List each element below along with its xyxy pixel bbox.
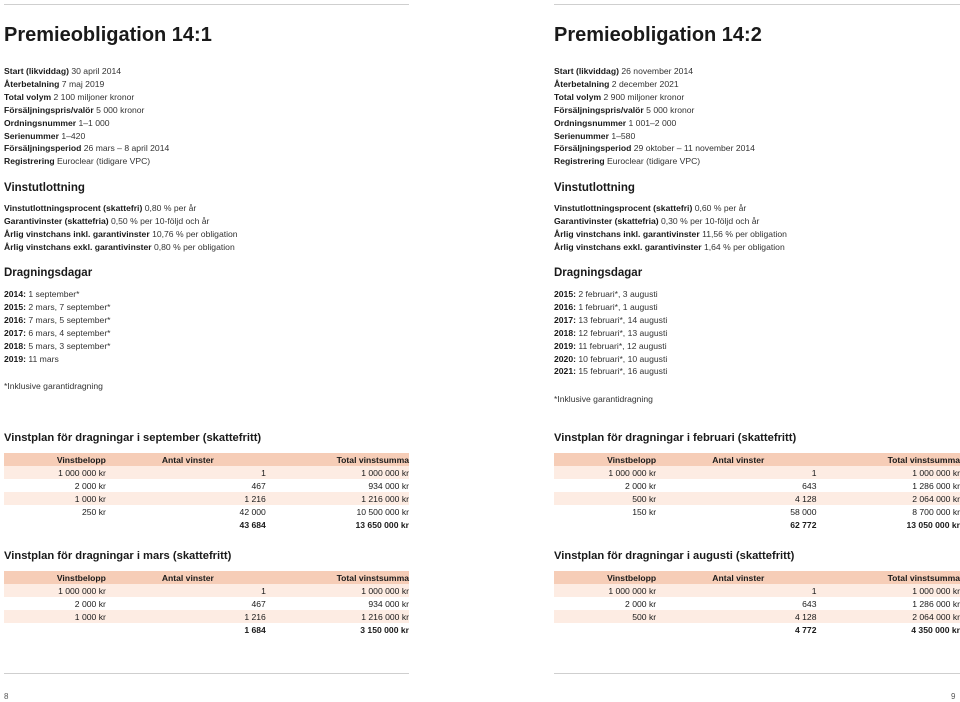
fact-value: 7 maj 2019 bbox=[61, 78, 105, 89]
fact-row bbox=[4, 155, 169, 168]
table-row bbox=[4, 610, 409, 623]
cell-belopp: 500 kr bbox=[554, 610, 656, 623]
prize-table-augusti bbox=[554, 571, 960, 636]
top-rule-left bbox=[4, 4, 409, 5]
drag-row bbox=[4, 340, 111, 353]
prize-table-september bbox=[4, 453, 409, 531]
cell-total: 1 286 000 kr bbox=[912, 480, 960, 491]
fact-label: Återbetalning bbox=[4, 78, 60, 89]
vinst-label: Garantivinster (skattefria) bbox=[554, 215, 659, 226]
cell-belopp: 1 000 000 kr bbox=[554, 584, 656, 597]
fact-label: Serienummer bbox=[554, 130, 609, 141]
right-drag-heading: Dragningsdagar bbox=[554, 267, 643, 279]
cell-antal: 58 000 bbox=[790, 506, 817, 517]
cell-belopp: 2 000 kr bbox=[625, 598, 657, 609]
vinst-label: Årlig vinstchans exkl. garantivinster bbox=[4, 241, 152, 252]
table-row bbox=[554, 492, 960, 505]
cell-antal: 42 000 bbox=[239, 506, 266, 517]
fact-row bbox=[4, 65, 169, 78]
bottom-rule-left bbox=[4, 673, 409, 674]
right-vinst-heading: Vinstutlottning bbox=[554, 182, 635, 194]
prize-table-mars bbox=[4, 571, 409, 636]
drag-year: 2021: bbox=[554, 366, 576, 377]
vinst-row bbox=[554, 215, 787, 228]
fact-label: Ordningsnummer bbox=[554, 117, 627, 128]
col-header-total: Total vinstsumma bbox=[821, 571, 960, 584]
cell-total: 1 000 000 kr bbox=[270, 466, 409, 479]
table-header-row bbox=[554, 453, 960, 466]
cell-antal: 1 bbox=[106, 466, 270, 479]
bottom-rule-right bbox=[554, 673, 960, 674]
fact-label: Försäljningsperiod bbox=[554, 143, 632, 154]
vinst-row bbox=[554, 228, 787, 241]
fact-value: 5 000 kronor bbox=[646, 104, 695, 115]
drag-dates: 2 februari*, 3 augusti bbox=[578, 289, 658, 299]
fact-row bbox=[4, 117, 169, 130]
col-header-antal: Antal vinster bbox=[106, 571, 270, 584]
fact-row bbox=[554, 155, 755, 168]
fact-value: 1–420 bbox=[61, 130, 86, 141]
drag-year: 2018: bbox=[4, 340, 26, 351]
drag-dates: 11 februari*, 12 augusti bbox=[578, 340, 667, 351]
table-row bbox=[4, 466, 409, 479]
vinst-row bbox=[554, 202, 787, 215]
vinst-value: 10,76 % per obligation bbox=[152, 228, 238, 239]
fact-label: Start (likviddag) bbox=[4, 66, 69, 76]
table-title-februari: Vinstplan för dragningar i februari (skattefritt) bbox=[554, 432, 797, 444]
fact-label: Total volym bbox=[554, 91, 602, 102]
fact-label: Start (likviddag) bbox=[554, 66, 619, 76]
cell-total: 1 216 000 kr bbox=[270, 492, 409, 505]
cell-total: 1 216 000 kr bbox=[270, 610, 409, 623]
table-title-september: Vinstplan för dragningar i september (skattefritt) bbox=[4, 432, 262, 444]
cell-total-belopp bbox=[554, 518, 656, 531]
fact-label: Registrering bbox=[554, 156, 605, 167]
cell-total: 8 700 000 kr bbox=[912, 506, 960, 517]
drag-year: 2017: bbox=[554, 314, 576, 325]
drag-year: 2014: bbox=[4, 289, 26, 299]
cell-belopp: 150 kr bbox=[632, 506, 657, 517]
table-row bbox=[554, 610, 960, 623]
vinst-value: 1,64 % per obligation bbox=[703, 241, 785, 252]
cell-antal: 467 bbox=[251, 598, 266, 609]
fact-value: 26 november 2014 bbox=[621, 66, 694, 76]
cell-total-summa: 13 050 000 kr bbox=[821, 518, 960, 531]
vinst-label: Årlig vinstchans inkl. garantivinster bbox=[554, 228, 700, 239]
drag-dates: 2 mars, 7 september* bbox=[28, 301, 111, 312]
left-footnote: *Inklusive garantidragning bbox=[4, 381, 103, 391]
cell-total: 934 000 kr bbox=[368, 480, 409, 491]
cell-total: 1 000 000 kr bbox=[270, 584, 409, 597]
drag-dates: 15 februari*, 16 augusti bbox=[578, 366, 668, 377]
fact-value: 1–580 bbox=[611, 130, 636, 141]
drag-row bbox=[4, 314, 111, 327]
fact-row bbox=[554, 142, 755, 155]
col-header-vinstbelopp: Vinstbelopp bbox=[4, 453, 106, 466]
fact-row bbox=[4, 130, 169, 143]
fact-value: 1 001–2 000 bbox=[628, 117, 677, 128]
drag-dates: 1 september* bbox=[28, 289, 80, 299]
drag-row bbox=[554, 327, 667, 340]
table-title-mars: Vinstplan för dragningar i mars (skattefritt) bbox=[4, 550, 232, 562]
drag-year: 2016: bbox=[554, 301, 576, 312]
drag-row bbox=[554, 340, 667, 353]
table-header-row bbox=[4, 453, 409, 466]
fact-value: Euroclear (tidigare VPC) bbox=[57, 156, 151, 167]
vinst-label: Årlig vinstchans inkl. garantivinster bbox=[4, 228, 150, 239]
drag-year: 2016: bbox=[4, 314, 26, 325]
vinst-row bbox=[554, 241, 787, 254]
cell-belopp: 250 kr bbox=[81, 506, 106, 517]
drag-row bbox=[554, 365, 667, 378]
cell-total-belopp bbox=[4, 623, 106, 636]
col-header-antal: Antal vinster bbox=[656, 571, 820, 584]
fact-label: Registrering bbox=[4, 156, 55, 167]
fact-value: 5 000 kronor bbox=[96, 104, 145, 115]
cell-antal: 4 128 bbox=[656, 610, 820, 623]
fact-label: Ordningsnummer bbox=[4, 117, 77, 128]
vinst-value: 0,50 % per 10-följd och år bbox=[110, 215, 210, 226]
fact-row bbox=[4, 104, 169, 117]
table-total-row bbox=[554, 623, 960, 636]
left-page-title: Premieobligation 14:1 bbox=[4, 24, 212, 46]
cell-total-antal: 1 684 bbox=[106, 623, 270, 636]
table-row bbox=[4, 584, 409, 597]
table-total-row bbox=[554, 518, 960, 531]
table-title-augusti: Vinstplan för dragningar i augusti (skattefritt) bbox=[554, 550, 795, 562]
table-header-row bbox=[4, 571, 409, 584]
vinst-row bbox=[4, 202, 238, 215]
cell-belopp: 2 000 kr bbox=[74, 480, 106, 491]
fact-label: Försäljningsperiod bbox=[4, 143, 82, 154]
fact-label: Försäljningspris/valör bbox=[4, 104, 94, 115]
cell-total: 1 286 000 kr bbox=[912, 598, 960, 609]
cell-total: 10 500 000 kr bbox=[356, 506, 409, 517]
table-total-row bbox=[4, 518, 409, 531]
drag-year: 2017: bbox=[4, 327, 26, 338]
col-header-total: Total vinstsumma bbox=[270, 571, 409, 584]
cell-total-summa: 3 150 000 kr bbox=[270, 623, 409, 636]
drag-row bbox=[554, 301, 667, 314]
cell-belopp: 1 000 000 kr bbox=[4, 584, 106, 597]
drag-row bbox=[4, 327, 111, 340]
vinst-label: Vinstutlottningsprocent (skattefri) bbox=[4, 203, 143, 213]
drag-year: 2019: bbox=[4, 353, 26, 364]
right-footnote: *Inklusive garantidragning bbox=[554, 394, 653, 404]
cell-belopp: 1 000 kr bbox=[4, 610, 106, 623]
drag-dates: 7 mars, 5 september* bbox=[28, 314, 111, 325]
cell-total: 1 000 000 kr bbox=[821, 466, 960, 479]
vinst-label: Årlig vinstchans exkl. garantivinster bbox=[554, 241, 702, 252]
fact-row bbox=[554, 117, 755, 130]
col-header-antal: Antal vinster bbox=[656, 453, 820, 466]
page-number-right: 9 bbox=[951, 692, 956, 701]
vinst-value: 0,30 % per 10-följd och år bbox=[660, 215, 760, 226]
col-header-vinstbelopp: Vinstbelopp bbox=[4, 571, 106, 584]
drag-year: 2018: bbox=[554, 327, 576, 338]
fact-value: 2 100 miljoner kronor bbox=[53, 91, 135, 102]
drag-row bbox=[4, 288, 111, 301]
drag-row bbox=[554, 314, 667, 327]
fact-label: Återbetalning bbox=[554, 78, 610, 89]
col-header-total: Total vinstsumma bbox=[821, 453, 960, 466]
vinst-value: 0,80 % per obligation bbox=[153, 241, 235, 252]
fact-value: Euroclear (tidigare VPC) bbox=[607, 156, 701, 167]
vinst-value: 0,80 % per år bbox=[144, 203, 197, 213]
cell-antal: 643 bbox=[802, 598, 817, 609]
drag-dates: 13 februari*, 14 augusti bbox=[578, 314, 668, 325]
col-header-antal: Antal vinster bbox=[106, 453, 270, 466]
cell-total-belopp bbox=[554, 623, 656, 636]
cell-antal: 1 216 bbox=[106, 492, 270, 505]
drag-row bbox=[554, 353, 667, 366]
cell-total-antal: 43 684 bbox=[106, 518, 270, 531]
cell-belopp: 1 000 kr bbox=[4, 492, 106, 505]
right-drag bbox=[554, 288, 667, 378]
cell-antal: 1 bbox=[656, 584, 820, 597]
drag-year: 2019: bbox=[554, 340, 576, 351]
right-facts bbox=[554, 65, 755, 168]
fact-row bbox=[4, 91, 169, 104]
cell-total: 2 064 000 kr bbox=[821, 492, 960, 505]
fact-value: 2 december 2021 bbox=[611, 78, 679, 89]
page-number-left: 8 bbox=[4, 692, 9, 701]
cell-belopp: 2 000 kr bbox=[625, 480, 657, 491]
fact-row bbox=[554, 78, 755, 91]
left-drag-heading: Dragningsdagar bbox=[4, 267, 93, 279]
drag-year: 2020: bbox=[554, 353, 576, 364]
table-row bbox=[554, 597, 960, 610]
vinst-row bbox=[4, 241, 238, 254]
cell-belopp: 2 000 kr bbox=[74, 598, 106, 609]
cell-total: 934 000 kr bbox=[368, 598, 409, 609]
cell-antal: 4 128 bbox=[656, 492, 820, 505]
table-row bbox=[4, 492, 409, 505]
table-row bbox=[554, 505, 960, 518]
cell-total-antal: 62 772 bbox=[656, 518, 820, 531]
fact-value: 29 oktober – 11 november 2014 bbox=[633, 143, 755, 154]
fact-row bbox=[554, 130, 755, 143]
table-row bbox=[554, 479, 960, 492]
table-row bbox=[4, 597, 409, 610]
fact-label: Serienummer bbox=[4, 130, 59, 141]
fact-row bbox=[554, 104, 755, 117]
drag-dates: 1 februari*, 1 augusti bbox=[578, 301, 658, 312]
col-header-vinstbelopp: Vinstbelopp bbox=[554, 453, 656, 466]
fact-value: 30 april 2014 bbox=[71, 66, 122, 76]
cell-antal: 1 216 bbox=[106, 610, 270, 623]
cell-belopp: 1 000 000 kr bbox=[554, 466, 656, 479]
fact-row bbox=[4, 78, 169, 91]
fact-value: 26 mars – 8 april 2014 bbox=[83, 143, 170, 154]
col-header-total: Total vinstsumma bbox=[270, 453, 409, 466]
cell-antal: 643 bbox=[802, 480, 817, 491]
drag-dates: 11 mars bbox=[28, 353, 59, 364]
drag-row bbox=[554, 288, 667, 301]
prize-table-februari bbox=[554, 453, 960, 531]
table-row bbox=[554, 584, 960, 597]
cell-antal: 467 bbox=[251, 480, 266, 491]
left-vinst-heading: Vinstutlottning bbox=[4, 182, 85, 194]
drag-row bbox=[4, 353, 111, 366]
table-total-row bbox=[4, 623, 409, 636]
cell-total: 1 000 000 kr bbox=[821, 584, 960, 597]
drag-dates: 12 februari*, 13 augusti bbox=[578, 327, 668, 338]
vinst-label: Vinstutlottningsprocent (skattefri) bbox=[554, 203, 693, 213]
cell-total-summa: 13 650 000 kr bbox=[270, 518, 409, 531]
col-header-vinstbelopp: Vinstbelopp bbox=[554, 571, 656, 584]
left-drag bbox=[4, 288, 111, 365]
fact-value: 2 900 miljoner kronor bbox=[603, 91, 685, 102]
fact-row bbox=[4, 142, 169, 155]
vinst-label: Garantivinster (skattefria) bbox=[4, 215, 109, 226]
cell-antal: 1 bbox=[106, 584, 270, 597]
fact-label: Försäljningspris/valör bbox=[554, 104, 644, 115]
left-facts bbox=[4, 65, 169, 168]
right-page-title: Premieobligation 14:2 bbox=[554, 24, 762, 46]
vinst-value: 11,56 % per obligation bbox=[702, 228, 787, 239]
vinst-value: 0,60 % per år bbox=[694, 203, 747, 213]
table-row bbox=[554, 466, 960, 479]
cell-antal: 1 bbox=[656, 466, 820, 479]
right-vinst bbox=[554, 202, 787, 254]
drag-row bbox=[4, 301, 111, 314]
cell-total-summa: 4 350 000 kr bbox=[821, 623, 960, 636]
cell-total: 2 064 000 kr bbox=[821, 610, 960, 623]
drag-dates: 5 mars, 3 september* bbox=[28, 340, 111, 351]
table-row bbox=[4, 505, 409, 518]
drag-year: 2015: bbox=[4, 301, 26, 312]
fact-row bbox=[554, 91, 755, 104]
fact-value: 1–1 000 bbox=[78, 117, 110, 128]
cell-belopp: 1 000 000 kr bbox=[4, 466, 106, 479]
fact-label: Total volym bbox=[4, 91, 52, 102]
drag-year: 2015: bbox=[554, 289, 576, 299]
table-row bbox=[4, 479, 409, 492]
top-rule-right bbox=[554, 4, 960, 5]
fact-row bbox=[554, 65, 755, 78]
drag-dates: 10 februari*, 10 augusti bbox=[578, 353, 668, 364]
cell-belopp: 500 kr bbox=[554, 492, 656, 505]
cell-total-belopp bbox=[4, 518, 106, 531]
table-header-row bbox=[554, 571, 960, 584]
vinst-row bbox=[4, 228, 238, 241]
cell-total-antal: 4 772 bbox=[656, 623, 820, 636]
left-vinst bbox=[4, 202, 238, 254]
drag-dates: 6 mars, 4 september* bbox=[28, 327, 111, 338]
vinst-row bbox=[4, 215, 238, 228]
